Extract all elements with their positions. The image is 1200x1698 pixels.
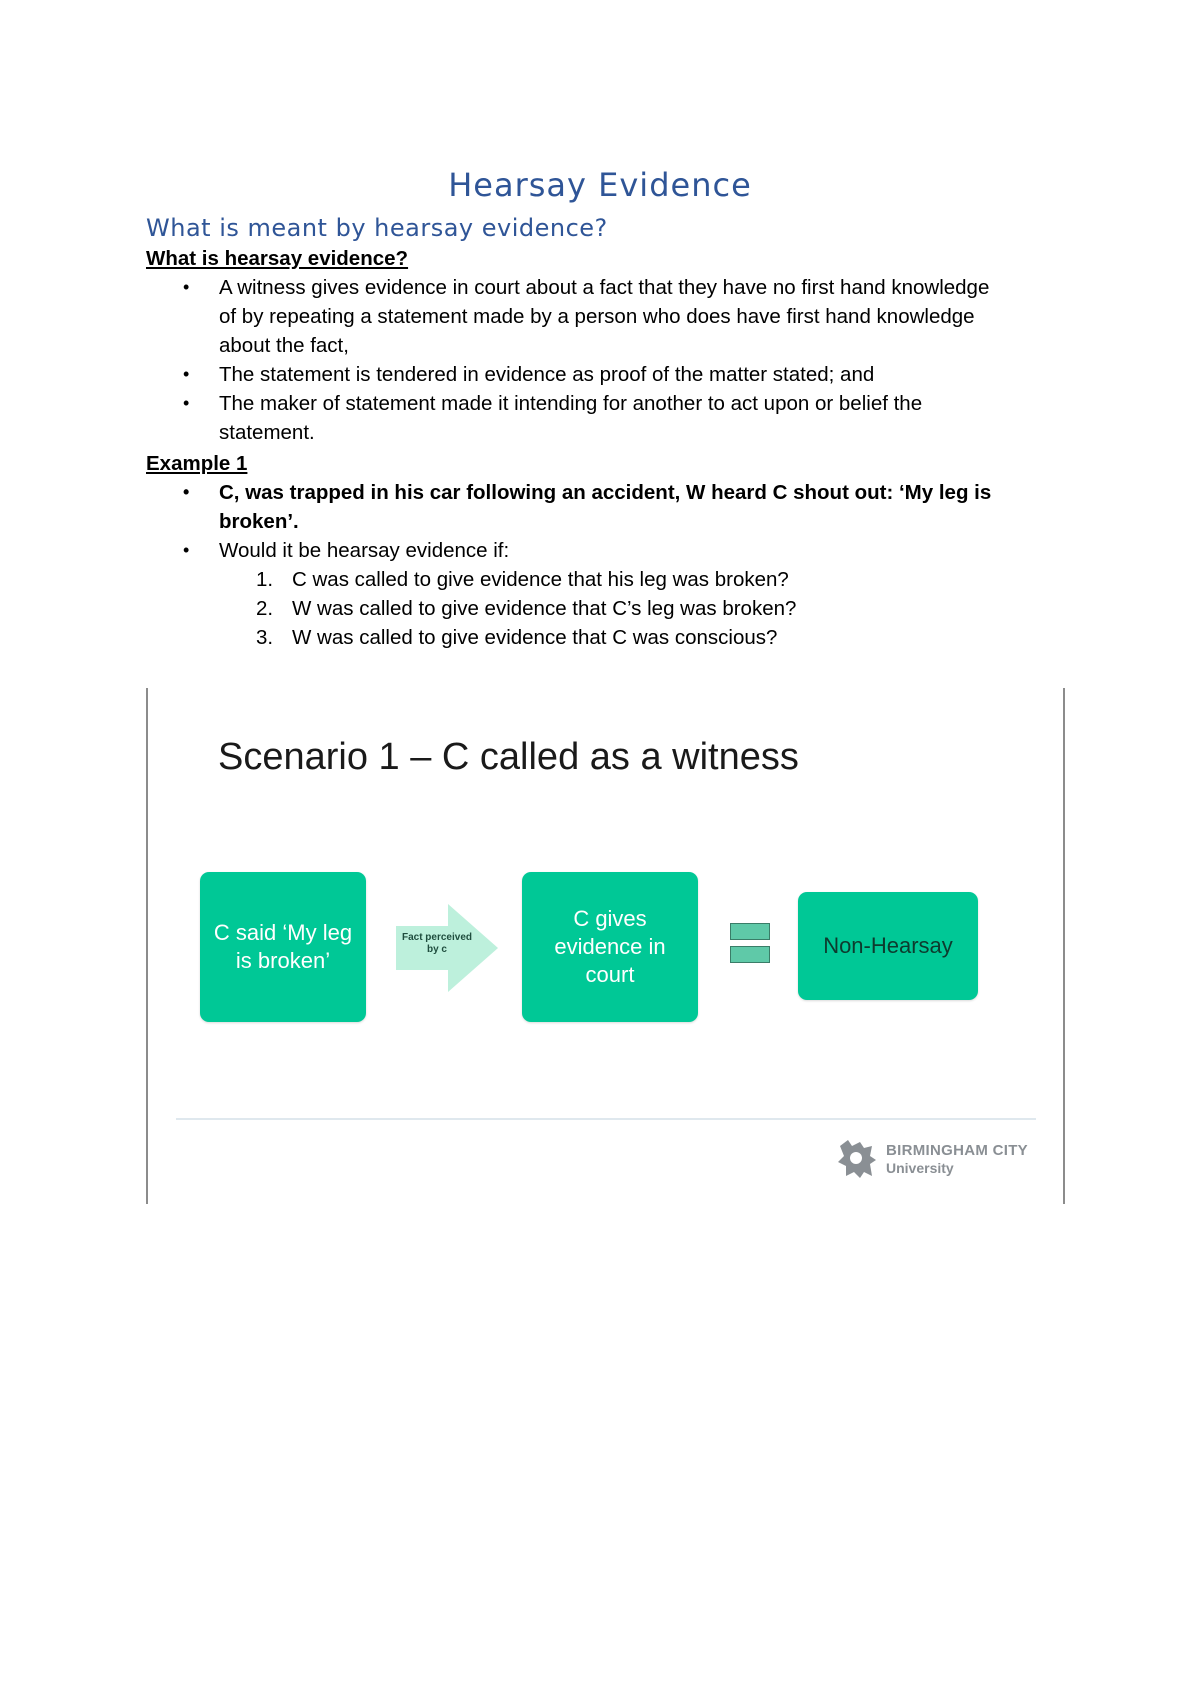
list-item xyxy=(146,623,796,652)
arrow-label-line: Fact perceived xyxy=(401,932,473,943)
bullet-line: of by repeating a statement made by a person who does have first hand knowledge xyxy=(219,305,975,328)
bullet-icon: • xyxy=(183,277,190,297)
result-label: Non-Hearsay xyxy=(823,933,953,958)
list-text: W was called to give evidence that C’s leg was broken? xyxy=(292,597,797,620)
question-list xyxy=(146,565,796,652)
list-text: C was called to give evidence that his leg was broken? xyxy=(292,568,789,591)
bullet-item xyxy=(146,478,1086,536)
list-number: 1. xyxy=(256,568,274,591)
bullet-item xyxy=(146,360,1086,389)
embedded-slide xyxy=(146,688,1065,1204)
box-line: is broken’ xyxy=(235,948,331,973)
bullet-icon: • xyxy=(183,482,190,502)
logo-name: BIRMINGHAM CITY xyxy=(886,1142,1028,1159)
list-item xyxy=(146,594,796,623)
bullet-line: The maker of statement made it intending for another to act upon or belief the xyxy=(219,392,923,415)
slide-title: Scenario 1 – C called as a witness xyxy=(218,736,799,778)
bullet-line: C, was trapped in his car following an accident, W heard C shout out: ‘My leg is xyxy=(219,481,992,504)
section-heading: What is hearsay evidence? xyxy=(146,247,409,270)
list-number: 2. xyxy=(256,597,274,620)
statement-box xyxy=(200,872,366,1022)
bullet-line: Would it be hearsay evidence if: xyxy=(219,539,510,562)
court-evidence-box xyxy=(522,872,698,1022)
griffin-logo-icon xyxy=(834,1136,880,1182)
bullet-item xyxy=(146,389,1086,447)
definition-bullets xyxy=(146,273,1086,447)
bullet-icon: • xyxy=(183,393,190,413)
result-box xyxy=(798,892,978,1000)
bullet-icon: • xyxy=(183,540,190,560)
bullet-item xyxy=(146,273,1086,360)
bullet-line: statement. xyxy=(219,421,315,444)
bullet-line: A witness gives evidence in court about a fact that they have no first hand knowledge xyxy=(219,276,990,299)
list-text: W was called to give evidence that C was conscious? xyxy=(292,626,778,649)
equals-icon-top xyxy=(730,923,770,940)
list-item xyxy=(146,565,796,594)
bullet-line: about the fact, xyxy=(219,334,349,357)
example-heading: Example 1 xyxy=(146,452,248,475)
arrow-label xyxy=(396,932,478,956)
arrow-label-line: by c xyxy=(426,944,447,955)
box-line: court xyxy=(585,962,635,987)
bullet-line: broken’. xyxy=(219,510,299,533)
flow-arrow xyxy=(396,904,498,992)
list-number: 3. xyxy=(256,626,274,649)
document-subtitle: What is meant by hearsay evidence? xyxy=(146,214,608,242)
document-title: Hearsay Evidence xyxy=(448,166,752,204)
box-line: C gives xyxy=(573,906,647,931)
box-line: evidence in xyxy=(554,934,666,959)
equals-icon-bottom xyxy=(730,946,770,963)
bullet-line: The statement is tendered in evidence as proof of the matter stated; and xyxy=(219,363,875,386)
bullet-item xyxy=(146,536,1086,565)
slide-divider xyxy=(176,1118,1036,1120)
example-bullets xyxy=(146,478,1086,565)
logo-subtitle: University xyxy=(886,1160,954,1176)
university-logo xyxy=(834,1136,1044,1186)
box-line: C said ‘My leg xyxy=(213,920,353,945)
bullet-icon: • xyxy=(183,364,190,384)
